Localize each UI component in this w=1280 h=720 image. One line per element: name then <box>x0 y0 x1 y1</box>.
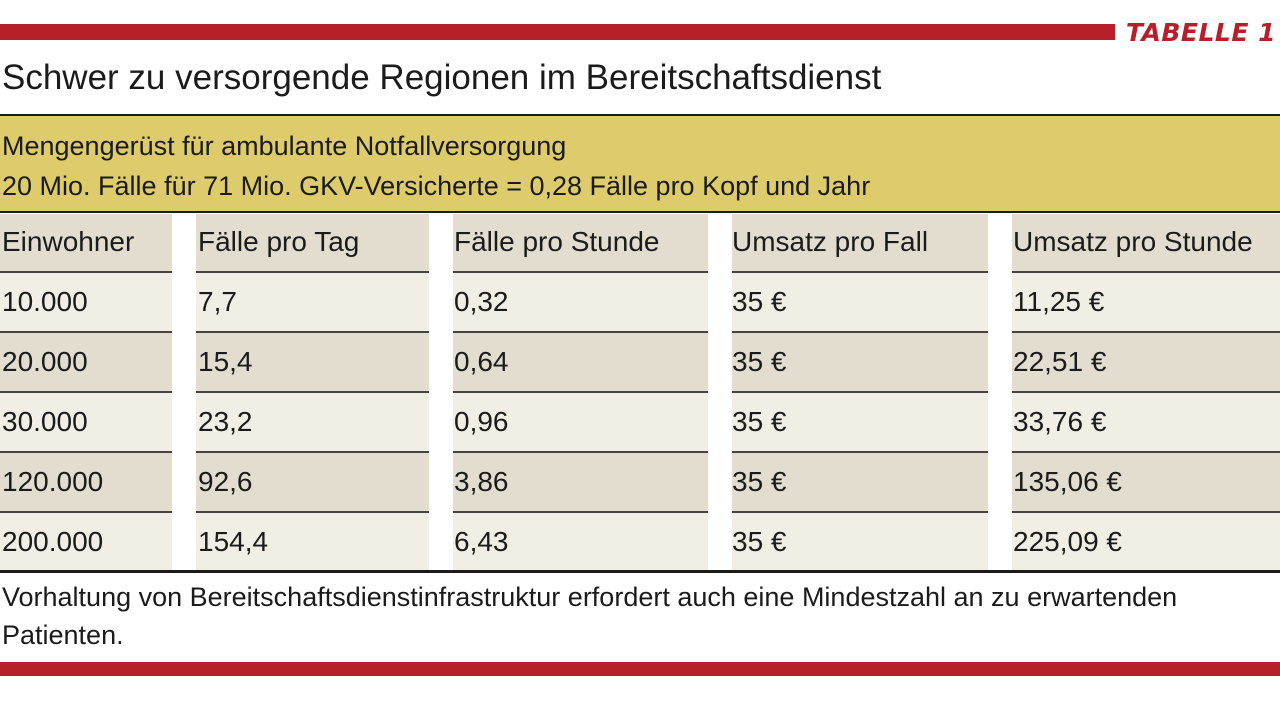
column-header-faelle-pro-tag: Fälle pro Tag <box>198 226 360 257</box>
table-row <box>0 272 1280 332</box>
table-cell: 0,96 <box>454 406 509 437</box>
table-cell: 6,43 <box>454 526 509 557</box>
column-header-faelle-pro-stunde: Fälle pro Stunde <box>454 226 660 257</box>
table-row <box>0 332 1280 392</box>
table-cell: 35 € <box>732 346 787 377</box>
table-cell: 0,32 <box>454 286 509 317</box>
table-cell: 3,86 <box>454 466 509 497</box>
footnote: Vorhaltung von Bereitschaftsdienstinfrastruktur erfordert auch eine Mindestzahl an zu erwartenden Patienten. <box>2 582 1178 650</box>
table-row <box>0 392 1280 452</box>
table-cell: 35 € <box>732 286 787 317</box>
table-cell: 154,4 <box>198 526 269 557</box>
column-header-umsatz-pro-fall: Umsatz pro Fall <box>732 226 929 257</box>
table-cell: 30.000 <box>2 406 88 437</box>
summary-note-box <box>0 114 1280 213</box>
table-cell: 20.000 <box>2 346 88 377</box>
table-row <box>0 512 1280 572</box>
table-cell: 120.000 <box>2 466 104 497</box>
table-row <box>0 452 1280 512</box>
summary-note-line-2: 20 Mio. Fälle für 71 Mio. GKV-Versicherte = 0,28 Fälle pro Kopf und Jahr <box>2 171 871 201</box>
column-header-einwohner: Einwohner <box>2 226 135 257</box>
bottom-accent-bar <box>0 662 1280 676</box>
table-cell: 7,7 <box>198 286 237 317</box>
table-cell: 200.000 <box>2 526 104 557</box>
table-cell: 33,76 € <box>1013 406 1107 437</box>
table-cell: 23,2 <box>198 406 253 437</box>
page-title: Schwer zu versorgende Regionen im Bereitschaftsdienst <box>2 58 882 97</box>
table-cell: 0,64 <box>454 346 509 377</box>
table-cell: 225,09 € <box>1013 526 1122 557</box>
table-cell: 22,51 € <box>1013 346 1107 377</box>
top-accent-bar <box>0 24 1115 40</box>
table-cell: 10.000 <box>2 286 88 317</box>
table-cell: 135,06 € <box>1013 466 1122 497</box>
table-cell: 11,25 € <box>1013 286 1105 317</box>
table-cell: 15,4 <box>198 346 253 377</box>
table-cell: 92,6 <box>198 466 253 497</box>
table-header-row <box>0 214 1280 272</box>
table-cell: 35 € <box>732 466 787 497</box>
table-cell: 35 € <box>732 406 787 437</box>
summary-note-line-1: Mengengerüst für ambulante Notfallversorgung <box>2 131 567 161</box>
table-cell: 35 € <box>732 526 787 557</box>
table-tag: TABELLE 1 <box>1125 18 1276 47</box>
column-header-umsatz-pro-stunde: Umsatz pro Stunde <box>1013 226 1253 257</box>
